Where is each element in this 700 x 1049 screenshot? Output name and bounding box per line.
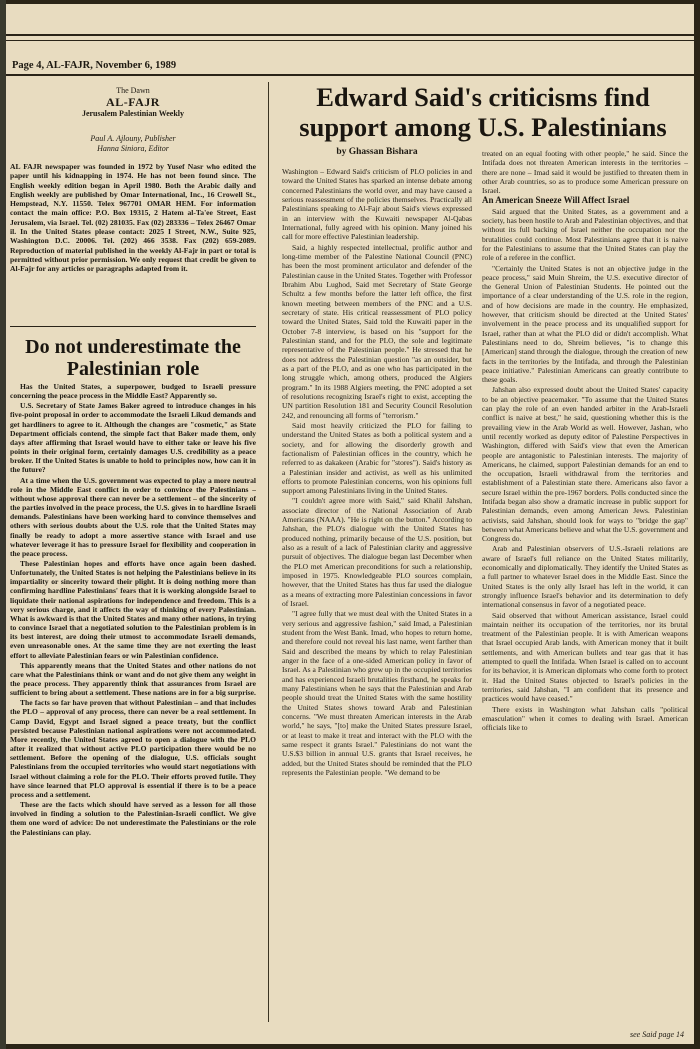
article-paragraph: Arab and Palestinian observers of U.S.-Israeli relations are aware of Israel's full reliance on the United States militarily, economically and diplomatically. They identify the United States as a full partner to whatever Israel does in the Middle East. Since the United States is the only ally Israel has left in the world, it can strongly influence Israel's behavior and its determination to defy international consensus in favor of a negotiated peace. — [482, 544, 688, 610]
editorial-paragraph: This apparently means that the United States and other nations do not care what the Palestinians think or want and do not give them any weight in the peace process. They apparently think that assurances from Israel are sufficient to bring about a settlement. These nations are in for a big surprise. — [10, 660, 256, 698]
article-byline: by Ghassan Bishara — [336, 147, 418, 157]
editorial-paragraph: At a time when the U.S. government was expected to play a more neutral role in the Middle East conflict in order to convince the Palestinians – without whose approval there can never be a settlement – of the sincerity of the parties involved in the peace process, the U.S. gives in to hardline Israeli demands. Palestinians have been working hard to convince themselves and others with serious doubts about the U.S. role that the United States may finally be ready to adopt a more assertive stance with Israel and use whatever leverage it has to pressure Israel for flexibility and cooperation in the peace process. — [10, 475, 256, 558]
article-headline: Edward Said's criticisms find support among U.S. Palestinians — [299, 82, 667, 142]
article-paragraph: Washington – Edward Said's criticism of PLO policies in and toward the United States has sparked an intense debate among concerned Palestinians the world over, and may have caused a serious reassessment of the policies themselves. Practically all Palestinians speaking to Al-Fajr about Said's views expressed in an interview with the Kuwaiti newspaper Al-Qabas International, fully agreed with his opinion. Many joined his call for more effective Palestinian leadership. — [282, 167, 472, 242]
folio-rule — [6, 74, 694, 76]
article-paragraph: "I couldn't agree more with Said," said Khalil Jahshan, associate director of the National Association of Arab Americans (NAAA). "He is right on the button." According to Jahshan, the PLO's dialogue with the United States has produced nothing, primarily because of the U.S. position, but also as a result of a lack of Palestinian clarity and aggressive pursuit of objectives. The dialogue began last December when the PLO met American preconditions for such a relationship, imposed in 1975. Knowledgeable PLO sources complain, however, that the United States has thus far used the dialogue as a means of extracting more Palestinian concessions in favor of Israel. — [282, 496, 472, 609]
column-divider — [268, 82, 269, 1022]
editorial-headline: Do not underestimate the Palestinian role — [25, 336, 241, 380]
editorial-paragraph: Has the United States, a superpower, budged to Israeli pressure concerning the peace process in the Middle East? Apparently so. — [10, 382, 256, 401]
editorial-column — [10, 382, 256, 838]
folio-line: Page 4, AL-FAJR, November 6, 1989 — [12, 60, 177, 71]
editorial-paragraph: The facts so far have proven that without Palestinian – and that includes the PLO – approval of any process, there can never be a real settlement. In Camp David, Egypt and Israel signed a peace treaty, but the conflict persisted because Palestinian national aspirations were not accommodated. More recently, the United States agreed to open a dialogue with the PLO after it realized that without active PLO participation there would be no settlement. Before the opening of the dialogue, U.S. officials sought Palestinians from the occupied territories who would start negotiations with Israel without claiming a role for the PLO. Their efforts proved futile. They have since learned that PLO approval is essential if there is to be a peace process and a settlement. — [10, 698, 256, 799]
about-text: AL FAJR newspaper was founded in 1972 by Yusef Nasr who edited the paper until his kidnapping in 1974. He has not been found since. The English weekly edition began in April 1980. Both the Arabic daily and English weekly are published by Omar International, Inc., 16 Crowell St., Hempstead, N.Y. 11550. Telex 967701 OMAR HEM. For information contact the main office: P.O. Box 19315, 2 Hatem al-Ta'ee Street, East Jerusalem, via Israel. Tel. (02) 281035. Fax (02) 283336 – Telex 26467 Omar il. In the United States please contact: 2025 I Street, N.W., Suite 925, Washington D.C. 20006. Tel. (202) 466 3538. Fax (202) 659-2089. Reproduction of material published in the weekly Al-Fajr in part or total is permitted without prior permission. We only request that credit be given to Al-Fajr for any articles or paragraphs adapted from it. — [10, 162, 256, 274]
article-paragraph: There exists in Washington what Jahshan calls "political emasculation" when it comes to dealing with Israel. American officials like to — [482, 704, 688, 733]
article-paragraph: "Certainly the United States is not an objective judge in the peace process," said Muin Shreim, the U.S. executive director of the General Union of Palestinian Students. He pointed out the importance of a clear understanding of the U.S. role in the region, and of how decisions are made in the country. He emphasized, however, that criticism should be directed at the United States' involvement in the peace process and its unqualified support for Israel, rather than at what the PLO did or didn't accomplish. What Palestinians need to do, Shreim believes, "is to change this [American] stand through the dialogue, through the creation of new facts in the territories by the Intifada, and through the Palestinian peace initiative." Palestinian Americans can greatly contribute to these goals. — [482, 263, 688, 385]
article-paragraph: "I agree fully that we must deal with the United States in a very serious and aggressive fashion," said Imad, a Palestinian student from the West Bank. Imad, who hopes to return home, and therefore could not reveal his last name, went farther than Said and described the means by which to relay Palestinian anger in the face of a one-sided American policy in favor of Israel. As a Palestinian who grew up in the occupied territories and has experienced Israeli brutalities firsthand, he speaks for many Palestinians when he says that the Palestinian and Arab people should treat the United States with the same hostility the United States shows toward Arab and Palestinian concerns. "We must threaten American interests in the Arab world," he says, "[to] make the United States pressure Israel, or at least to make it treat and interact with the PLO with the same respect it grants Israel." Palestinians do not want the U.S.$3 billion in annual U.S. grants that Israel receives, he added, but the United States should be reminded that the PLO represents the Palestinian people. "We demand to be — [282, 609, 472, 777]
article-paragraph: Said observed that without American assistance, Israel could maintain neither its occupation of the territories, nor its brutal treatment of the Palestinian people. It is with American weapons that Israel occupied Arab lands, with American money that it built settlements, and with American bullets and tear gas that it has attempted to quell the Intifada. When Israel is called on to account for its behavior, it is American diplomats who come forth to protect it. Had the United States objected to Israel's policies in the territories, said Jahshan, "I am confident that its presence and practices would have ceased." — [482, 610, 688, 704]
editorial-paragraph: U.S. Secretary of State James Baker agreed to introduce changes in his five-point proposal in order to accommodate the Israeli Likud demands and get hardliners to agree to it. Although the changes are "cosmetic," as State Department officials contend, the simple fact that Baker made them, only days after affirming that Israel would have to either take or leave his five points in their original form, certainly damages U.S. credibility as a peace broker. If the United States is unable to hold to principles now, how can it in the future? — [10, 401, 256, 475]
about-box — [10, 162, 256, 275]
article-subhead: An American Sneeze Will Affect Israel — [482, 195, 630, 206]
article-paragraph: Said most heavily criticized the PLO for failing to understand the United States as both a political system and a society, and for allowing the disorderly growth and factionalism of Palestinian offices in the country, which he referred to as dakakeen (Arabic for "stores"). Said's history as a Palestinian insider and activist, as well as his unlimited efforts to promote Palestinian concerns, won his opinions full support among Palestinians living in the United States. — [282, 420, 472, 496]
newspaper-page — [6, 4, 694, 1044]
article-paragraph: treated on an equal footing with other people," he said. Since the Intifada does not threaten American interests in the territories – there are none – Imad said it would be justified to threaten them in other Arab countries, so as to produce some American pressure on Israel. — [482, 149, 688, 196]
top-rule-thin — [6, 40, 694, 41]
article-paragraph: Said, a highly respected intellectual, prolific author and long-time member of the Palestine National Council (PNC) has been the most prominent articulator and defender of the Palestinian cause in the United States. Together with Professor Ibrahim Abu Lughod, Said met Secretary of State George Schultz a few months before the latter left office, the first known meeting between members of the PNC and a U.S. secretary of state. His critical reassessment of PLO policy toward the United States, Said told the Kuwaiti paper in the October 7-8 interview, is based on his "support for the Palestinian stand, and for the PLO, the sole and legitimate representative of the Palestinian people." He stressed that he does not address the Palestinian question "as an outsider, but as a part of the PLO, and as one who has participated in the long struggle which, among others, produced the Algiers program." In its 1988 Algiers meeting, the PNC adopted a set of resolutions recognizing Israel's right to exist, accepting the UN partition Resolution 181 and Security Council Resolution 242, and renouncing all forms of "terrorism." — [282, 242, 472, 420]
article-column-1 — [282, 167, 472, 778]
article-column-2 — [482, 149, 688, 733]
masthead-subtitle: Jerusalem Palestinian Weekly — [81, 109, 185, 118]
editor-line: Hanna Siniora, Editor — [97, 144, 169, 153]
editorial-rule — [10, 326, 256, 327]
editorial-paragraph: These Palestinian hopes and efforts have once again been dashed. Unfortunately, the United States is not helping the Palestinians believe in its impartiality or sincerity toward their plight. It is doing nothing more than confirming hardline Palestinians' fears that it is working alongside Israel to liquidate their national aspirations for independence and freedom. This is a very serious charge, and it affects the way of thinking of every Palestinian. What is awkward is that the United States and many other nations, in trying to convince Israel that a negotiated solution to the Palestinian problem is in its best interest, are doing their utmost to accommodate Israeli demands, even unreasonable ones. At the same time they are not exerting the least effort to alleviate Palestinian fears or win Palestinian confidence. — [10, 558, 256, 660]
masthead-name: AL-FAJR — [106, 95, 160, 109]
masthead — [10, 86, 256, 119]
editorial-paragraph: These are the facts which should have served as a lesson for all those involved in finding a solution to the Palestinian-Israeli conflict. We give them one word of advice: Do not underestimate the Palestinians or the role the Palestinians can play. — [10, 800, 256, 837]
staff-box — [10, 134, 256, 154]
article-paragraph: Jahshan also expressed doubt about the United States' capacity to be an objective peacemaker. "To assume that the United States can play the role of an even handed arbiter in the Arab-Israeli conflict is naive at best," he said, questioning whether this is the prevailing view in the Arab World as well. However, Jashan, who until recently worked as deputy editor of Palestine Perspectives in Washington, differed with Said's view that even the American people are antagonistic to Palestinian interests. The majority of Americans, he claimed, support Palestinian demands for an end to the occupation, Israeli withdrawal from the territories and establishment of a Palestinian state there. Americans also favor a secure Israel within the pre-1967 borders. Polls conducted since the Intifada began also show a dramatic increase in public support for Palestinian demands, even among American Jews. Palestinian activists, said Jahshan, should look for ways to "bridge the gap" between what Americans believe and what the U.S. government and Congress do. — [482, 385, 688, 544]
article-paragraph: Said argued that the United States, as a government and a society, has been hostile to Arab and Palestinian objectives, and that without its full backing of Israel neither the occupation nor the brutalities could continue. Most Palestinians agree that it is naive for the Palestinians to assume that the United States can play the role of a referee in the conflict. — [482, 206, 688, 263]
top-rule — [6, 34, 694, 36]
continuation-note: see Said page 14 — [630, 1030, 684, 1039]
publisher-line: Paul A. Ajlouny, Publisher — [90, 134, 176, 143]
masthead-the-dawn: The Dawn — [116, 86, 150, 95]
